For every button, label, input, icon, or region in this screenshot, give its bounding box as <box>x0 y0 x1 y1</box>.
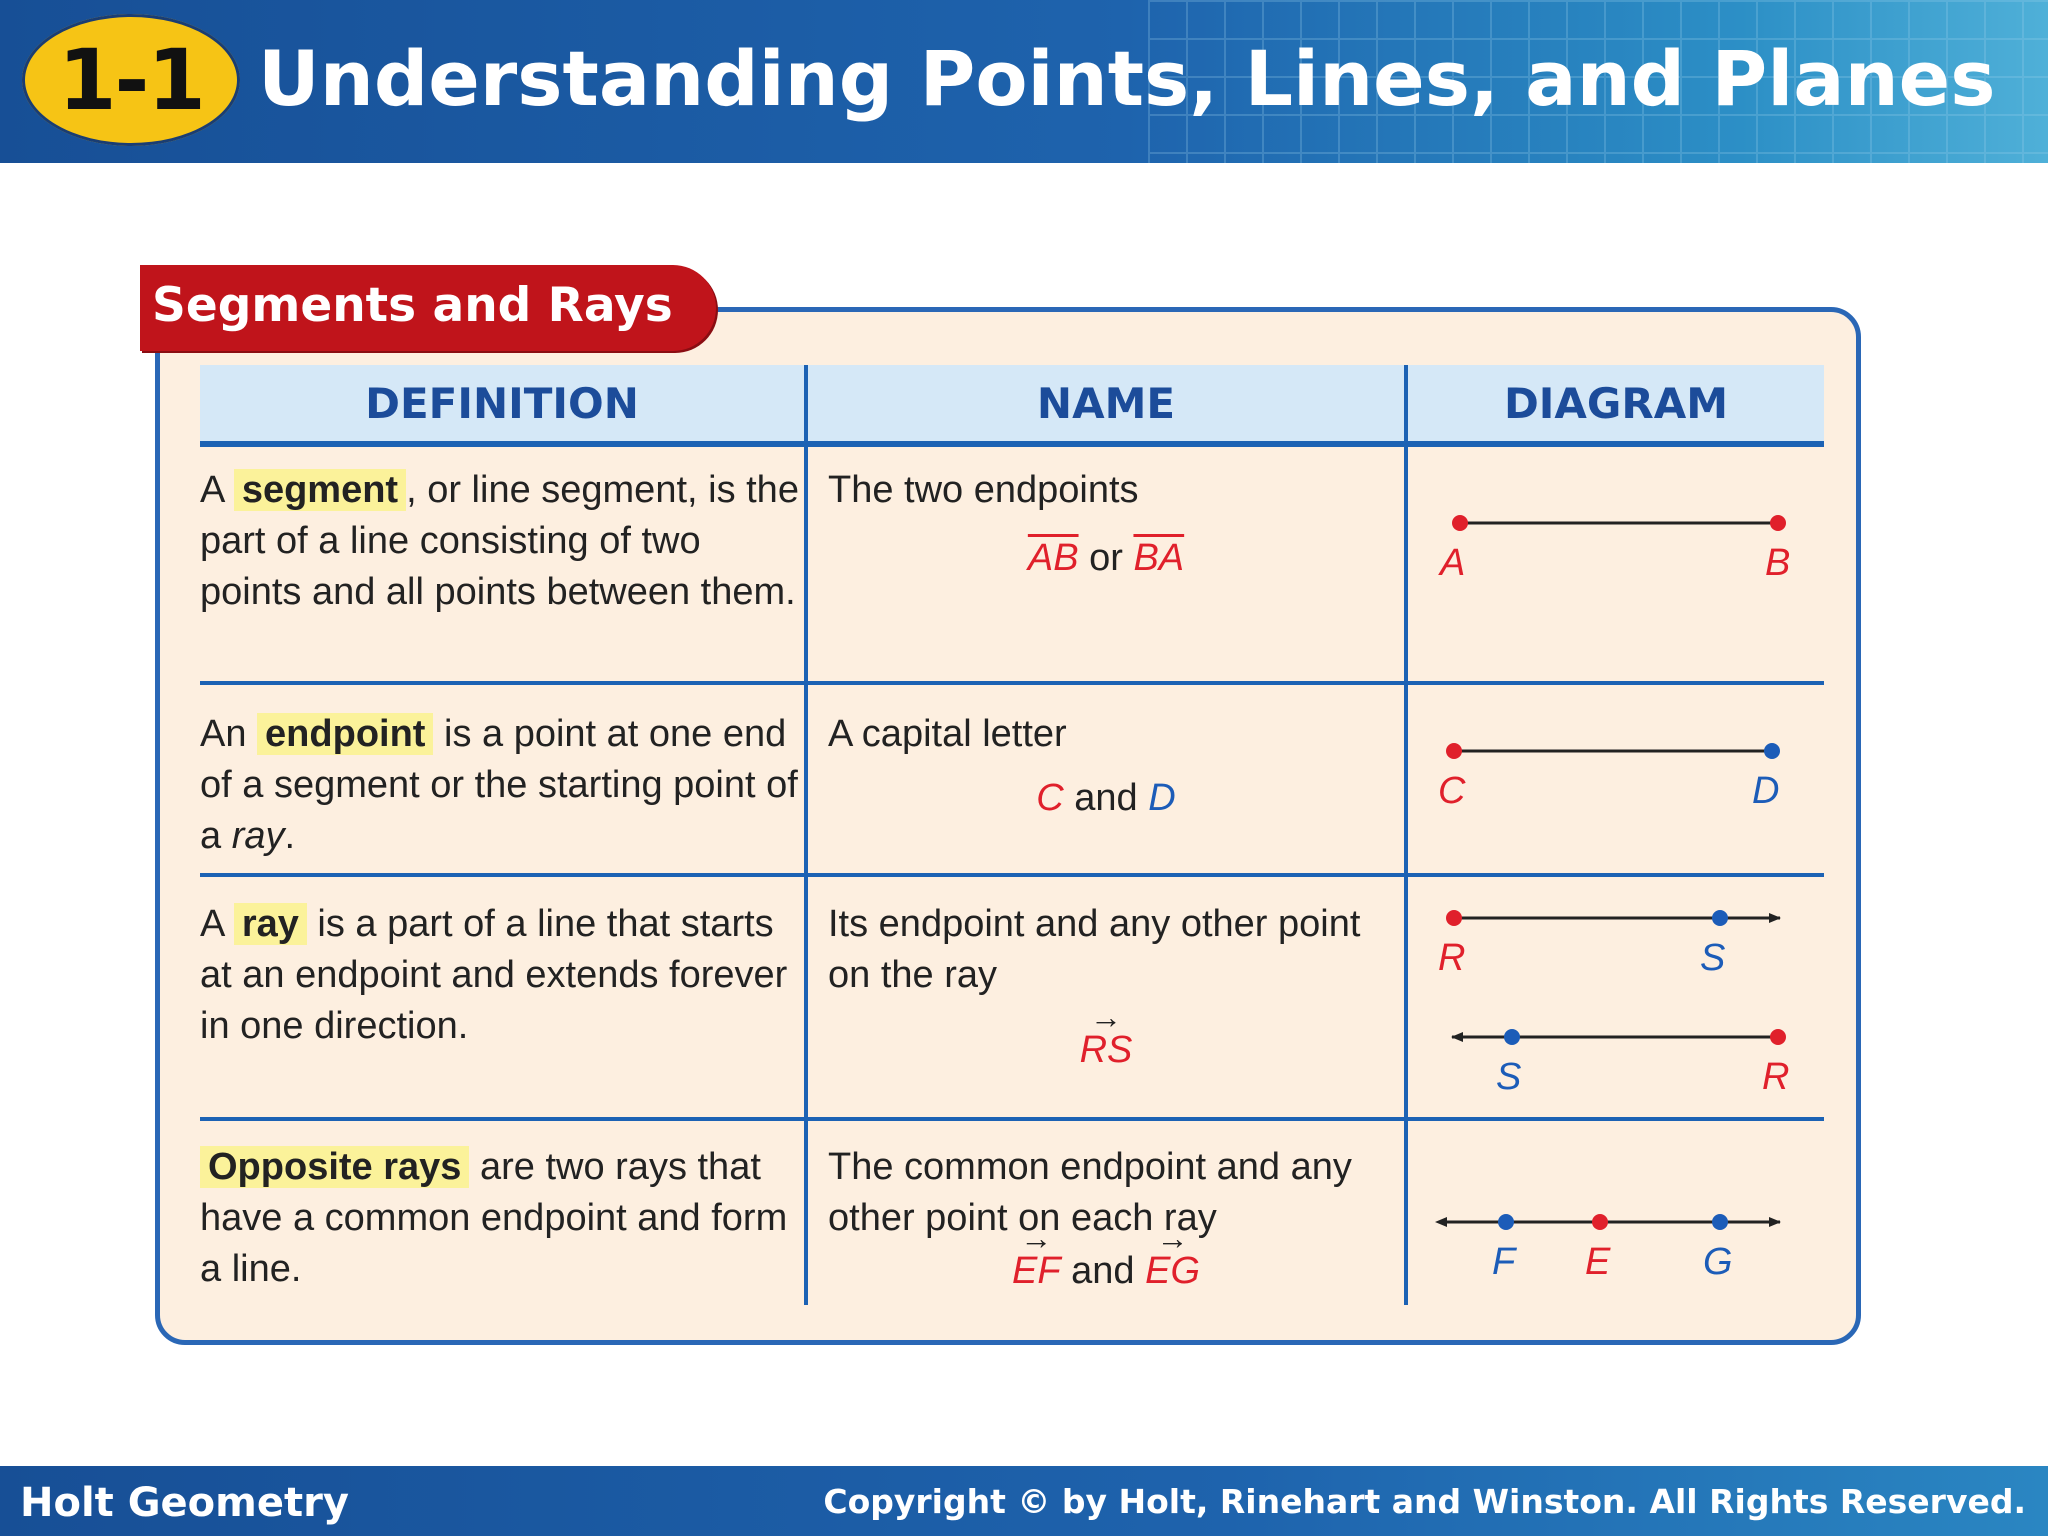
point-r <box>1446 910 1462 926</box>
label-e: E <box>1585 1241 1611 1283</box>
label-s: S <box>1700 937 1726 979</box>
lesson-number: 1-1 <box>58 31 204 129</box>
point-f <box>1498 1214 1514 1230</box>
ray-notation: → RS <box>1080 1029 1133 1072</box>
table-row: Opposite rays are two rays that have a common endpoint and form a line. <box>200 1146 788 1290</box>
name-notation: C and D <box>1036 777 1176 819</box>
ray-notation: → EG <box>1145 1250 1200 1293</box>
name-description: A capital letter <box>828 713 1067 755</box>
term-highlight: segment <box>234 469 406 511</box>
label-g: G <box>1703 1241 1733 1283</box>
label-a: A <box>1440 542 1466 584</box>
label-r: R <box>1762 1056 1790 1098</box>
name-notation: → EF and → EG <box>808 1250 1404 1293</box>
header-diagram: DIAGRAM <box>1503 378 1729 428</box>
term-highlight: Opposite rays <box>200 1146 469 1188</box>
point-b <box>1770 515 1786 531</box>
term-highlight: ray <box>234 903 307 945</box>
table-row: An endpoint is a point at one end of a segment or the starting point of a ray. <box>200 713 798 857</box>
point-s <box>1504 1029 1520 1045</box>
diagrams <box>200 365 1824 1325</box>
point-s <box>1712 910 1728 926</box>
name-description: The two endpoints <box>828 469 1139 511</box>
point-c <box>1446 743 1462 759</box>
term-highlight: endpoint <box>257 713 433 755</box>
footer-copyright: Copyright © by Holt, Rinehart and Winston. All Rights Reserved. <box>823 1482 2026 1521</box>
header-definition: DEFINITION <box>365 378 639 428</box>
ray-notation: → EF <box>1012 1250 1061 1293</box>
name-description: Its endpoint and any other point on the ray <box>828 903 1361 996</box>
footer-bar <box>0 1466 2048 1536</box>
point-d <box>1764 743 1780 759</box>
name-description: The common endpoint and any other point on each ray <box>828 1146 1352 1239</box>
table-row: A ray is a part of a line that starts at an endpoint and extends forever in one direction. <box>200 903 788 1047</box>
point-r <box>1770 1029 1786 1045</box>
label-d: D <box>1752 770 1780 812</box>
name-notation: $\overline{AB}$ or $\overline{BA}$ <box>1027 537 1185 579</box>
label-c: C <box>1438 770 1466 812</box>
point-e <box>1592 1214 1608 1230</box>
label-f: F <box>1492 1241 1516 1283</box>
point-a <box>1452 515 1468 531</box>
card-tab-title: Segments and Rays <box>152 278 673 333</box>
point-g <box>1712 1214 1728 1230</box>
label-s: S <box>1496 1056 1522 1098</box>
label-r: R <box>1438 937 1466 979</box>
table-row: A segment , or line segment, is the part of a line consisting of two points and all points between them. <box>200 469 799 613</box>
label-b: B <box>1765 542 1791 584</box>
header-name: NAME <box>1036 378 1176 428</box>
footer-book-title: Holt Geometry <box>20 1480 349 1526</box>
page-title: Understanding Points, Lines, and Planes <box>258 34 1996 123</box>
